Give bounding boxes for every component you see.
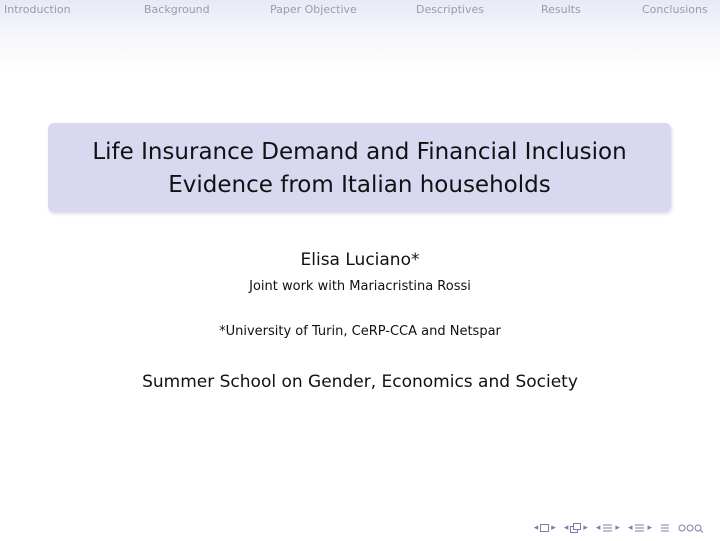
nav-paper-objective[interactable]: Paper Objective (270, 3, 357, 16)
frame-nav-group (564, 522, 588, 534)
subsection-nav-group (596, 522, 620, 534)
nav-background[interactable]: Background (144, 3, 210, 16)
section-prev-icon[interactable]: ◂ (627, 523, 633, 533)
subsection-icon[interactable] (602, 523, 613, 533)
subsection-next-icon[interactable]: ▸ (615, 523, 620, 533)
nav-results[interactable]: Results (541, 3, 581, 16)
frame-icon[interactable] (570, 523, 581, 533)
joint-work-note: Joint work with Mariacristina Rossi (249, 279, 471, 294)
nav-introduction[interactable]: Introduction (4, 3, 71, 16)
align-icon[interactable] (660, 523, 670, 533)
slide-nav-group (534, 522, 556, 534)
section-next-icon[interactable]: ▸ (647, 523, 652, 533)
author-name: Elisa Luciano* (300, 250, 420, 270)
search-group (678, 523, 704, 533)
slide-prev-icon[interactable]: ◂ (533, 523, 539, 533)
frame-next-icon[interactable]: ▸ (583, 523, 588, 533)
slide-icon[interactable] (540, 524, 549, 532)
subsection-prev-icon[interactable]: ◂ (595, 523, 601, 533)
section-icon[interactable] (634, 523, 645, 533)
header-bar (0, 0, 720, 68)
nav-conclusions[interactable]: Conclusions (642, 3, 708, 16)
nav-descriptives[interactable]: Descriptives (416, 3, 484, 16)
align-group (660, 523, 670, 533)
slide-next-icon[interactable]: ▸ (551, 523, 556, 533)
presentation-title: Life Insurance Demand and Financial Inclusion (92, 139, 627, 165)
title-block (48, 123, 671, 212)
frame-prev-icon[interactable]: ◂ (563, 523, 569, 533)
presentation-subtitle: Evidence from Italian households (168, 172, 551, 198)
section-navigation (0, 3, 720, 19)
event-name: Summer School on Gender, Economics and Society (142, 372, 578, 392)
section-nav-group (628, 522, 652, 534)
search-icon[interactable] (678, 523, 704, 533)
beamer-navigation-symbols (526, 521, 704, 535)
affiliation: *University of Turin, CeRP-CCA and Netspar (219, 324, 501, 339)
